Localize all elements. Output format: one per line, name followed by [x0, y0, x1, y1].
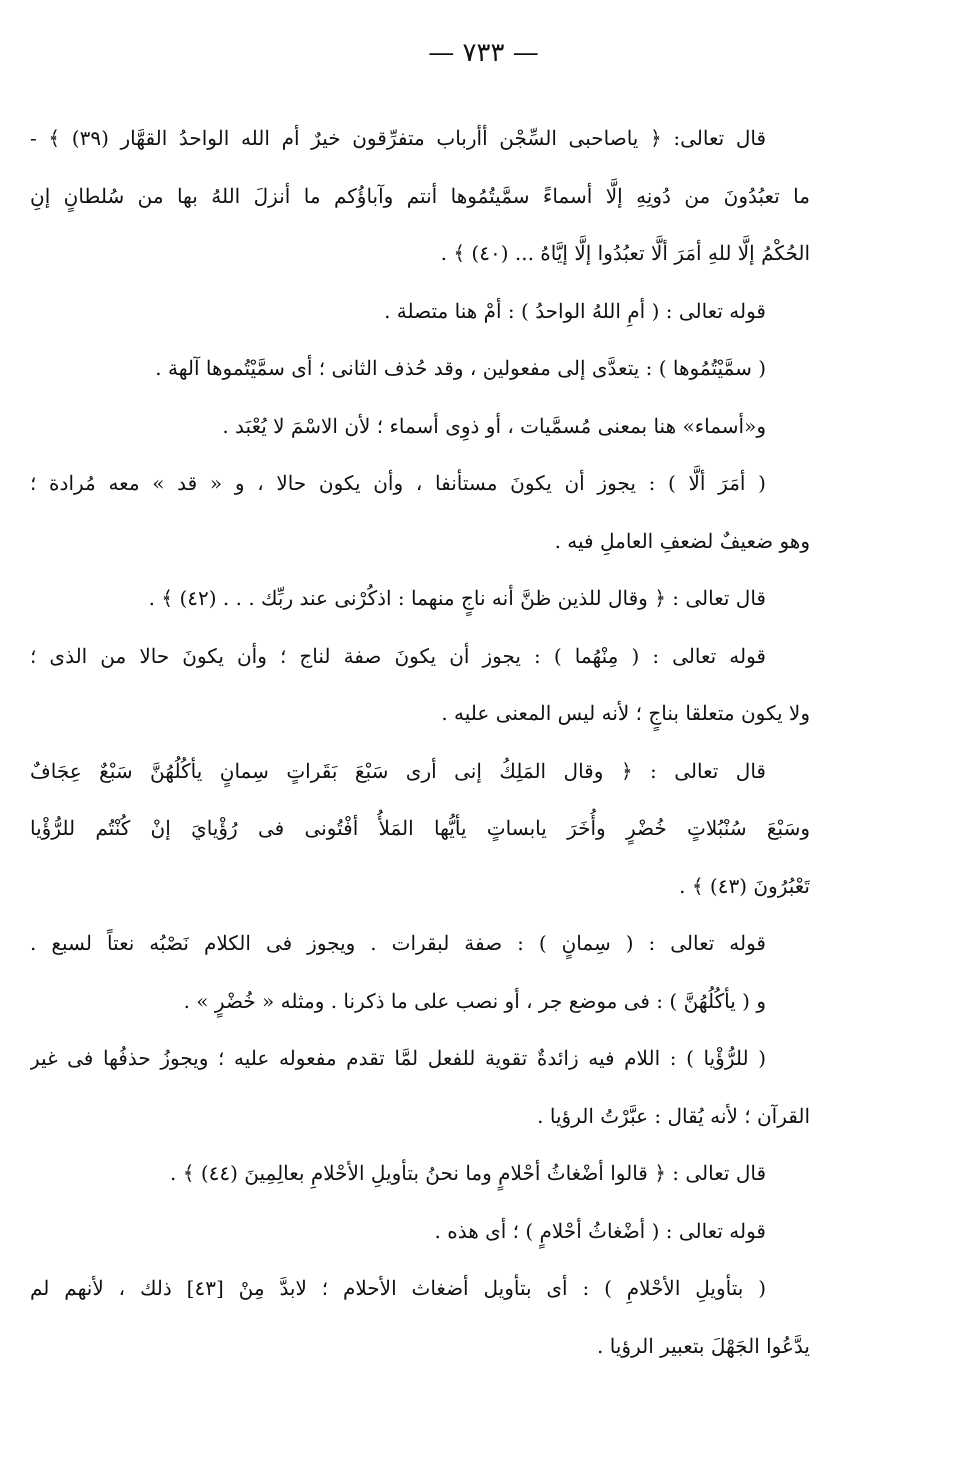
text-line: قال تعالى : ﴿ قالوا أضْغاثُ أحْلامٍ وما نحنُ بتأويلِ الأحْلامِ بعالِمِينَ (٤٤) ﴾ .: [170, 1161, 766, 1185]
text-line: وهو ضعيفٌ لضعفِ العاملِ فيه .: [554, 528, 810, 553]
text-line: قوله تعالى : ( أضْغاثُ أحْلامٍ ) ؛ أى هذه .: [434, 1218, 766, 1243]
text-line: يدَّعُوا الجَهْلَ بتعبير الرؤيا .: [597, 1333, 810, 1358]
body-text: [30, 110, 810, 1375]
text-line: ما تعبُدُونَ من دُونِهِ إلَّا أسماءً سمَّيتُمُوها أنتم وآباؤُكم ما أنزلَ اللهُ بها من سُلطانٍ إنِ: [30, 183, 810, 208]
text-line: الحُكْمُ إلَّا للهِ أمَرَ ألَّا تعبُدُوا إلَّا إيَّاهُ ... (٤٠) ﴾ .: [440, 241, 810, 265]
page-number: — ٧٣٣ —: [428, 38, 539, 68]
text-line: ( للرُّؤْيا ) : اللام فيه زائدةٌ تقوية للفعل لمَّا تقدم مفعوله عليه ؛ ويجوزُ حذفُها فى غير: [30, 1046, 766, 1070]
text-line: قال تعالى : ﴿ وقال للذين ظنَّ أنه ناجٍ منهما : اذكُرْنى عند ربِّك . . . (٤٢) ﴾ .: [148, 586, 766, 610]
text-line: و«أسماء» هنا بمعنى مُسمَّيات ، أو ذوِى أسماء ؛ لأن الاسْمَ لا يُعْبَد .: [222, 413, 766, 438]
text-line: ولا يكون متعلقا بناجٍ ؛ لأنه ليس المعنى عليه .: [441, 701, 810, 725]
text-line: قوله تعالى : ( سِمانٍ ) : صفة لبقرات . ويجوز فى الكلام نَصْبُه نعتاً لسبع .: [30, 931, 766, 955]
text-line: قوله تعالى : ( أمِ اللهُ الواحدُ ) : أمْ هنا متصلة .: [384, 298, 766, 323]
text-line: قوله تعالى : ( مِنْهُما ) : يجوز أن يكونَ صفة لناج ؛ وأن يكونَ حالا من الذى ؛: [30, 643, 766, 668]
text-line: قال تعالى: ﴿ ياصاحبى السِّجْن أأرباب متفرِّقون خيرٌ أم الله الواحدُ القهَّار (٣٩) ﴾ -: [30, 126, 767, 150]
text-line: وسَبْعَ سُنْبُلاتٍ خُضْرٍ وأُخَرَ يابساتٍ يأيُّها المَلأُ أفْتُونى فى رُؤْيايَ إنْ كُنْتُم للرُّؤْيا: [30, 816, 810, 840]
text-line: و ( يأكُلُهُنَّ ) : فى موضع جر ، أو نصب على ما ذكرنا . ومثله « خُضْرٍ » .: [183, 988, 766, 1013]
text-line: ( سمَّيْتُمُوها ) : يتعدَّى إلى مفعولين ، وقد حُذف الثانى ؛ أى سمَّيْتُموها آلهة .: [155, 356, 766, 380]
text-line: قال تعالى : ﴿ وقال المَلِكُ إنى أرى سَبْعَ بَقَراتٍ سِمانٍ يأكُلُهُنَّ سَبْعٌ عِجَافٌ: [30, 758, 766, 783]
text-line: ( أمَرَ ألَّا ) : يجوز أن يكونَ مستأنفا ، وأن يكون حالا ، و « قد » معه مُرادة ؛: [30, 471, 766, 495]
text-line: تَعْبُرُونَ (٤٣) ﴾ .: [679, 873, 810, 898]
text-line: القرآن ؛ لأنه يُقال : عبَّرْتُ الرؤيا .: [537, 1103, 810, 1128]
text-line: ( بتأويلِ الأحْلامِ ) : أى بتأويل أضغاث الأحلام ؛ لابدَّ مِنْ [٤٣] ذلك ، لأنهم لم: [30, 1276, 766, 1300]
